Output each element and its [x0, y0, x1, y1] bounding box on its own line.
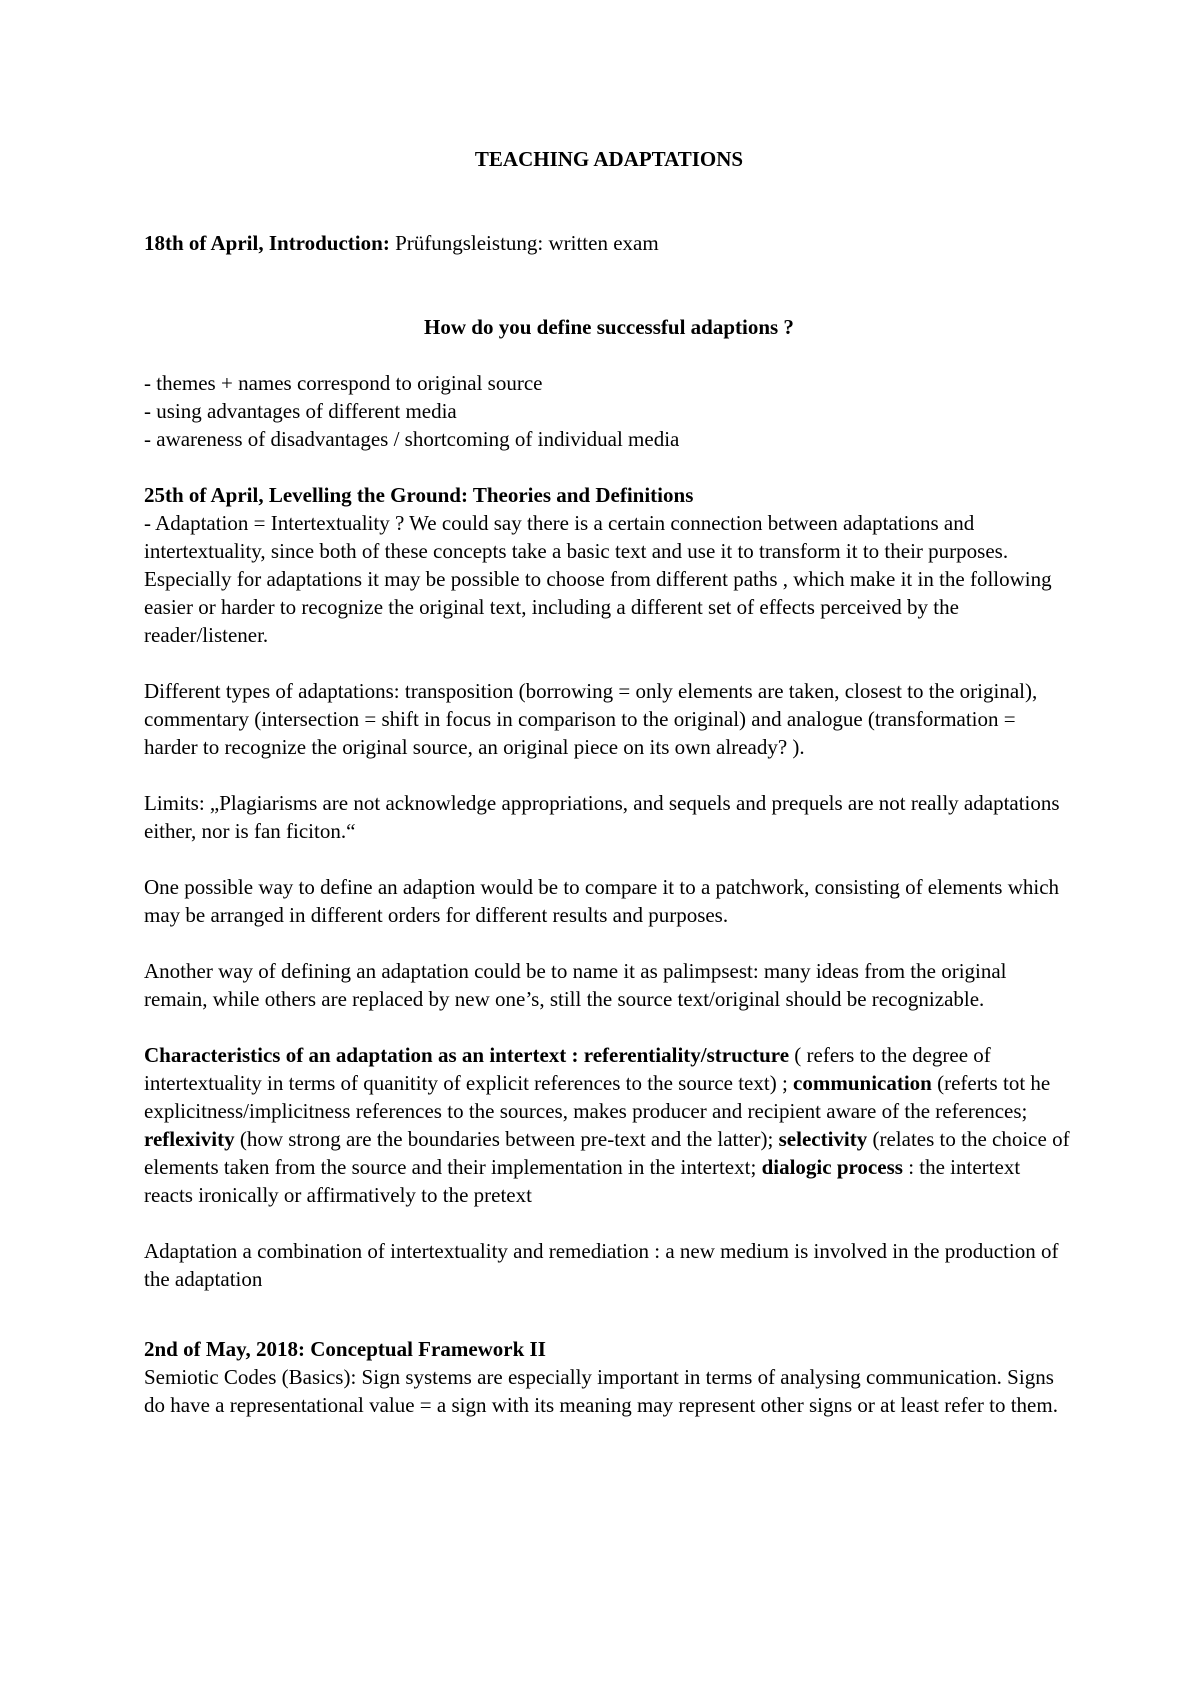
characteristics-lead: Characteristics of an adaptation as an intertext : [144, 1043, 584, 1067]
paragraph-characteristics [144, 1041, 1074, 1209]
paragraph-types: Different types of adaptations: transposition (borrowing = only elements are taken, closest to the original), commentary (intersection = shift in focus in comparison to the original) and analogue (transformation = harder to recognize the original source, an original piece on its own already? ). [144, 679, 1038, 759]
term-communication: communication [793, 1071, 932, 1095]
term-reflexivity: reflexivity [144, 1127, 235, 1151]
paragraph-remediation: Adaptation a combination of intertextuality and remediation : a new medium is involved in the production of the adaptation [144, 1239, 1059, 1291]
section-heading-framework: 2nd of May, 2018: Conceptual Framework II [144, 1337, 546, 1361]
bullet-item: - themes + names correspond to original source [144, 371, 543, 395]
bullet-item: - using advantages of different media [144, 399, 457, 423]
question-heading: How do you define successful adaptions ? [424, 315, 794, 339]
paragraph-intertextuality: - Adaptation = Intertextuality ? We could say there is a certain connection between adaptations and intertextuality, since both of these concepts take a basic text and use it to transform it to their purposes. Especially for adaptations it may be possible to choose from different paths , which make it in the following easier or harder to recognize the original text, including a different set of effects perceived by the reader/listener. [144, 511, 1052, 647]
term-definition: (referts tot he explicitness/implicitness references to the sources, makes producer and recipient aware of the references; [144, 1071, 1051, 1123]
bullet-item: - awareness of disadvantages / shortcoming of individual media [144, 427, 680, 451]
section-heading-theories: 25th of April, Levelling the Ground: Theories and Definitions [144, 483, 694, 507]
intro-heading: 18th of April, Introduction: [144, 231, 390, 255]
intro-line [144, 229, 1074, 257]
term-definition: ( refers to the degree of intertextuality in terms of quanitity of explicit references to the source text) ; [144, 1043, 991, 1095]
document-body [144, 145, 1074, 1419]
term-definition: (relates to the choice of elements taken from the source and their implementation in the intertext; [144, 1127, 1070, 1179]
term-definition: (how strong are the boundaries between pre-text and the latter); [234, 1127, 779, 1151]
intro-text: Prüfungsleistung: written exam [389, 231, 659, 255]
paragraph-palimpsest: Another way of defining an adaptation could be to name it as palimpsest: many ideas from the original remain, while others are replaced by new one’s, still the source text/original should be recognizable. [144, 959, 1007, 1011]
paragraph-patchwork: One possible way to define an adaption would be to compare it to a patchwork, consisting of elements which may be arranged in different orders for different results and purposes. [144, 875, 1060, 927]
term-definition: : the intertext reacts ironically or affirmatively to the pretext [144, 1155, 1021, 1207]
term-selectivity: selectivity [778, 1127, 868, 1151]
document-title: TEACHING ADAPTATIONS [474, 147, 744, 171]
paragraph-limits: Limits: „Plagiarisms are not acknowledge appropriations, and sequels and prequels are not really adaptations either, nor is fan ficiton.“ [144, 791, 1060, 843]
term-dialogic-process: dialogic process [761, 1155, 903, 1179]
paragraph-semiotic-codes: Semiotic Codes (Basics): Sign systems are especially important in terms of analysing communication. Signs do have a representational value = a sign with its meaning may represent other signs or at least refer to them. [144, 1365, 1058, 1417]
term-referentiality: referentiality/structure [583, 1043, 790, 1067]
